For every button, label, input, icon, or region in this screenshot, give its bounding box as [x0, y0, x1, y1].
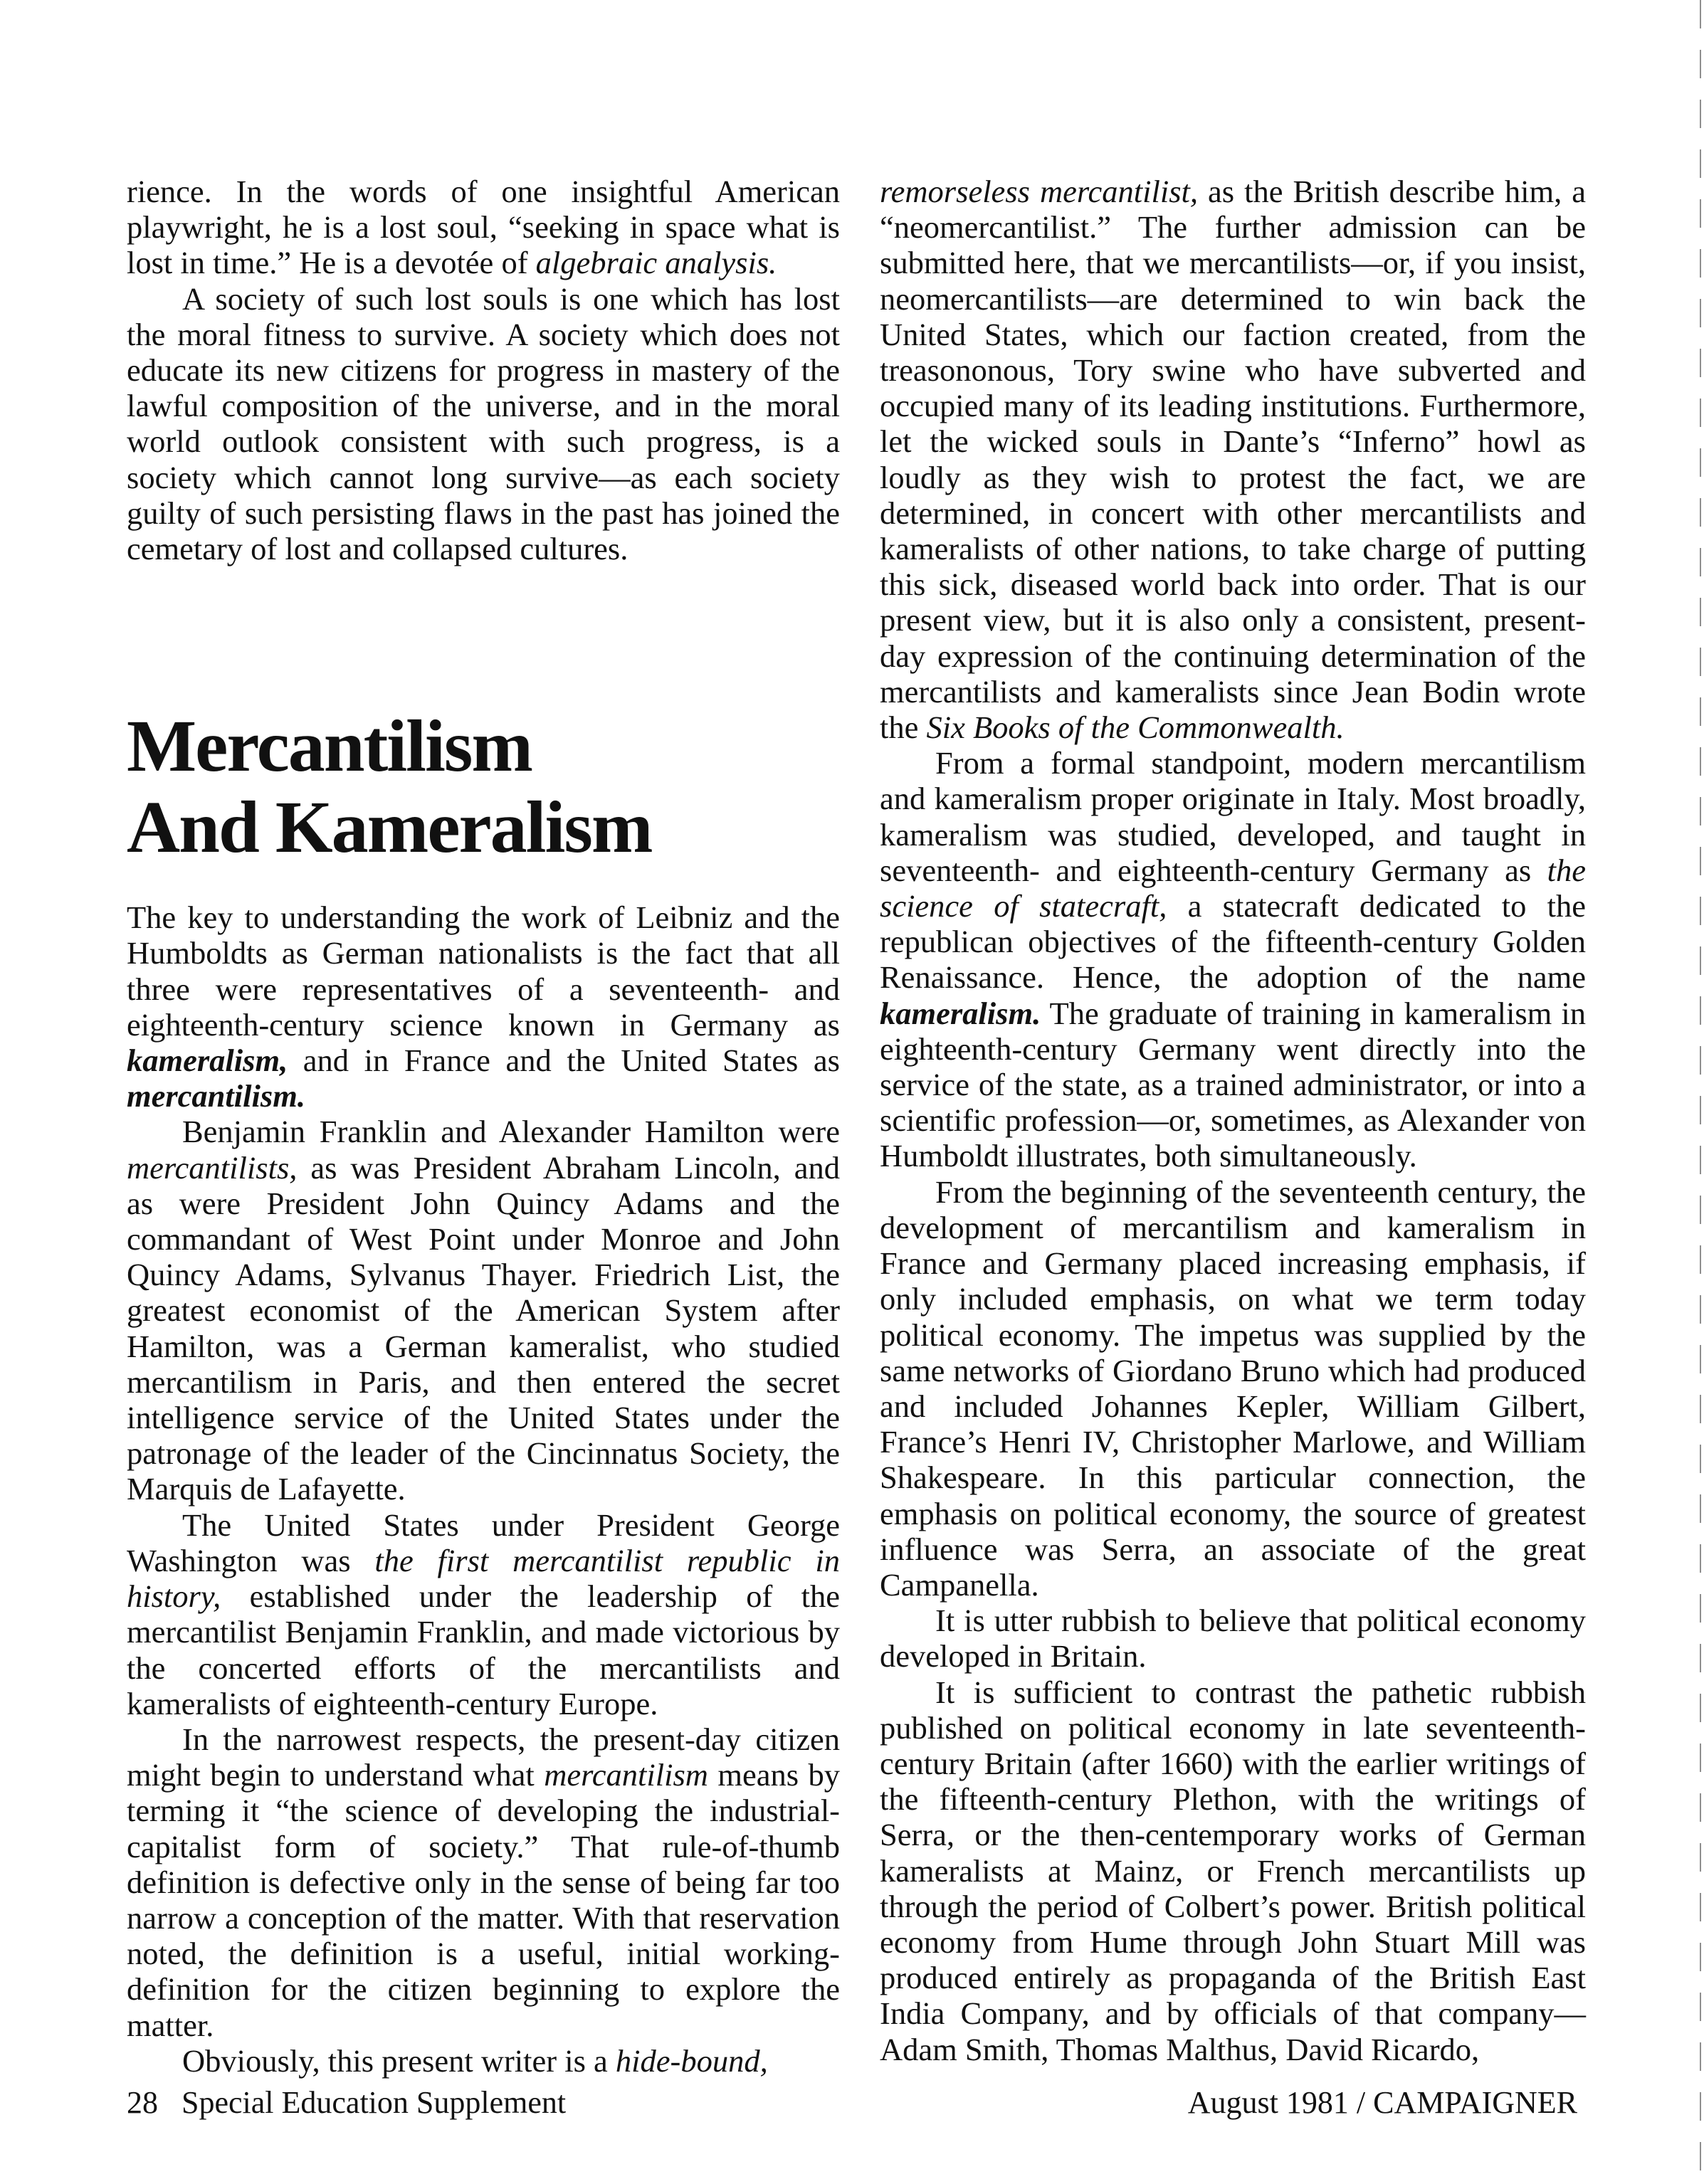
- paragraph: It is sufficient to contrast the pathetic rubbish published on political economy in late seventeenth-century Britain (after 1660) with the earlier writings of the fifteenth-century Plethon, with the writings of Serra, or the then-centemporary works of German kameralists at Mainz, or French mercantilists up through the period of Colbert’s power. British political economy from Hume through John Stuart Mill was produced entirely as propaganda of the British East India Company, and by officials of that company—Adam Smith, Thomas Malthus, David Ricardo,: [880, 1674, 1586, 2067]
- paragraph: Obviously, this present writer is a hide-bound,: [182, 2042, 768, 2079]
- right-column: [880, 174, 1586, 2067]
- footer-page-number: 28 Special Education Supplement: [127, 2085, 567, 2120]
- paragraph: The key to understanding the work of Leibniz and the Humboldts as German nationalists is the fact that all three were representatives of a seventeenth- and eighteenth-century science known in Germany as kameralism, and in France and the United States as mercantilism.: [127, 900, 840, 1114]
- footer-publication: August 1981 / CAMPAIGNER: [1187, 2085, 1577, 2120]
- scan-edge-mark: [1700, 0, 1701, 2184]
- paragraph: From the beginning of the seventeenth century, the development of mercantilism and kameralism in France and Germany placed increasing emphasis, if only included emphasis, on what we term today political economy. The impetus was supplied by the same networks of Giordano Bruno which had produced and included Johannes Kepler, William Gilbert, France’s Henri IV, Christopher Marlowe, and William Shakespeare. In this particular connection, the emphasis on political economy, the source of greatest influence was Serra, an associate of the great Campanella.: [880, 1173, 1586, 1603]
- paragraph: rience. In the words of one insightful American playwright, he is a lost soul, “seeking in space what is lost in time.” He is a devotée of algebraic analysis.: [127, 174, 840, 281]
- paragraph: Benjamin Franklin and Alexander Hamilton were mercantilists, as was President Abraham Lincoln, and as were President John Quincy Adams and the commandant of West Point under Monroe and John Quincy Adams, Sylvanus Thayer. Friedrich List, the greatest economist of the American System after Hamilton, was a German kameralist, who studied mercantilism in Paris, and then entered the secret intelligence service of the United States under the patronage of the leader of the Cincinnatus Society, the Marquis de Lafayette.: [127, 1114, 840, 1507]
- paragraph: From a formal standpoint, modern mercantilism and kameralism proper originate in Italy. Most broadly, kameralism was studied, developed, and taught in seventeenth- and eighteenth-century Germany as the science of statecraft, a statecraft dedicated to the republican objectives of the fifteenth-century Golden Renaissance. Hence, the adoption of the name kameralism. The graduate of training in kameralism in eighteenth-century Germany went directly into the service of the state, as a trained administrator, or into a scientific profession—or, sometimes, as Alexander von Humboldt illustrates, both simultaneously.: [880, 745, 1586, 1174]
- paragraph: The United States under President George Washington was the first mercantilist republic in history, established under the leadership of the mercantilist Benjamin Franklin, and made victorious by the concerted efforts of the mercantilists and kameralists of eighteenth-century Europe.: [127, 1507, 840, 1721]
- section-heading: Mercantilism And Kameralism: [127, 705, 652, 869]
- paragraph: It is utter rubbish to believe that political economy developed in Britain.: [880, 1603, 1586, 1674]
- left-column: [127, 174, 840, 2079]
- paragraph: remorseless mercantilist, as the British describe him, a “neomercantilist.” The further admission can be submitted here, that we mercantilists—or, if you insist, neomercantilists—are determined to win back the United States, which our faction created, from the treasononous, Tory swine who have subverted and occupied many of its leading institutions. Furthermore, let the wicked souls in Dante’s “Inferno” howl as loudly as they wish to protest the fact, we are determined, in concert with other mercantilists and kameralists of other nations, to take charge of putting this sick, diseased world back into order. That is our present view, but it is also only a consistent, present-day expression of the continuing determination of the mercantilists and kameralists since Jean Bodin wrote the Six Books of the Commonwealth.: [880, 174, 1586, 746]
- paragraph: A society of such lost souls is one which has lost the moral fitness to survive. A society which does not educate its new citizens for progress in mastery of the lawful composition of the universe, and in the moral world outlook consistent with such progress, is a society which cannot long survive—as each society guilty of such persisting flaws in the past has joined the cemetary of lost and collapsed cultures.: [127, 280, 840, 567]
- paragraph: In the narrowest respects, the present-day citizen might begin to understand what mercantilism means by terming it “the science of developing the industrial-capitalist form of society.” That rule-of-thumb definition is defective only in the sense of being far too narrow a conception of the matter. With that reservation noted, the definition is a useful, initial working-definition for the citizen beginning to explore the matter.: [127, 1721, 840, 2043]
